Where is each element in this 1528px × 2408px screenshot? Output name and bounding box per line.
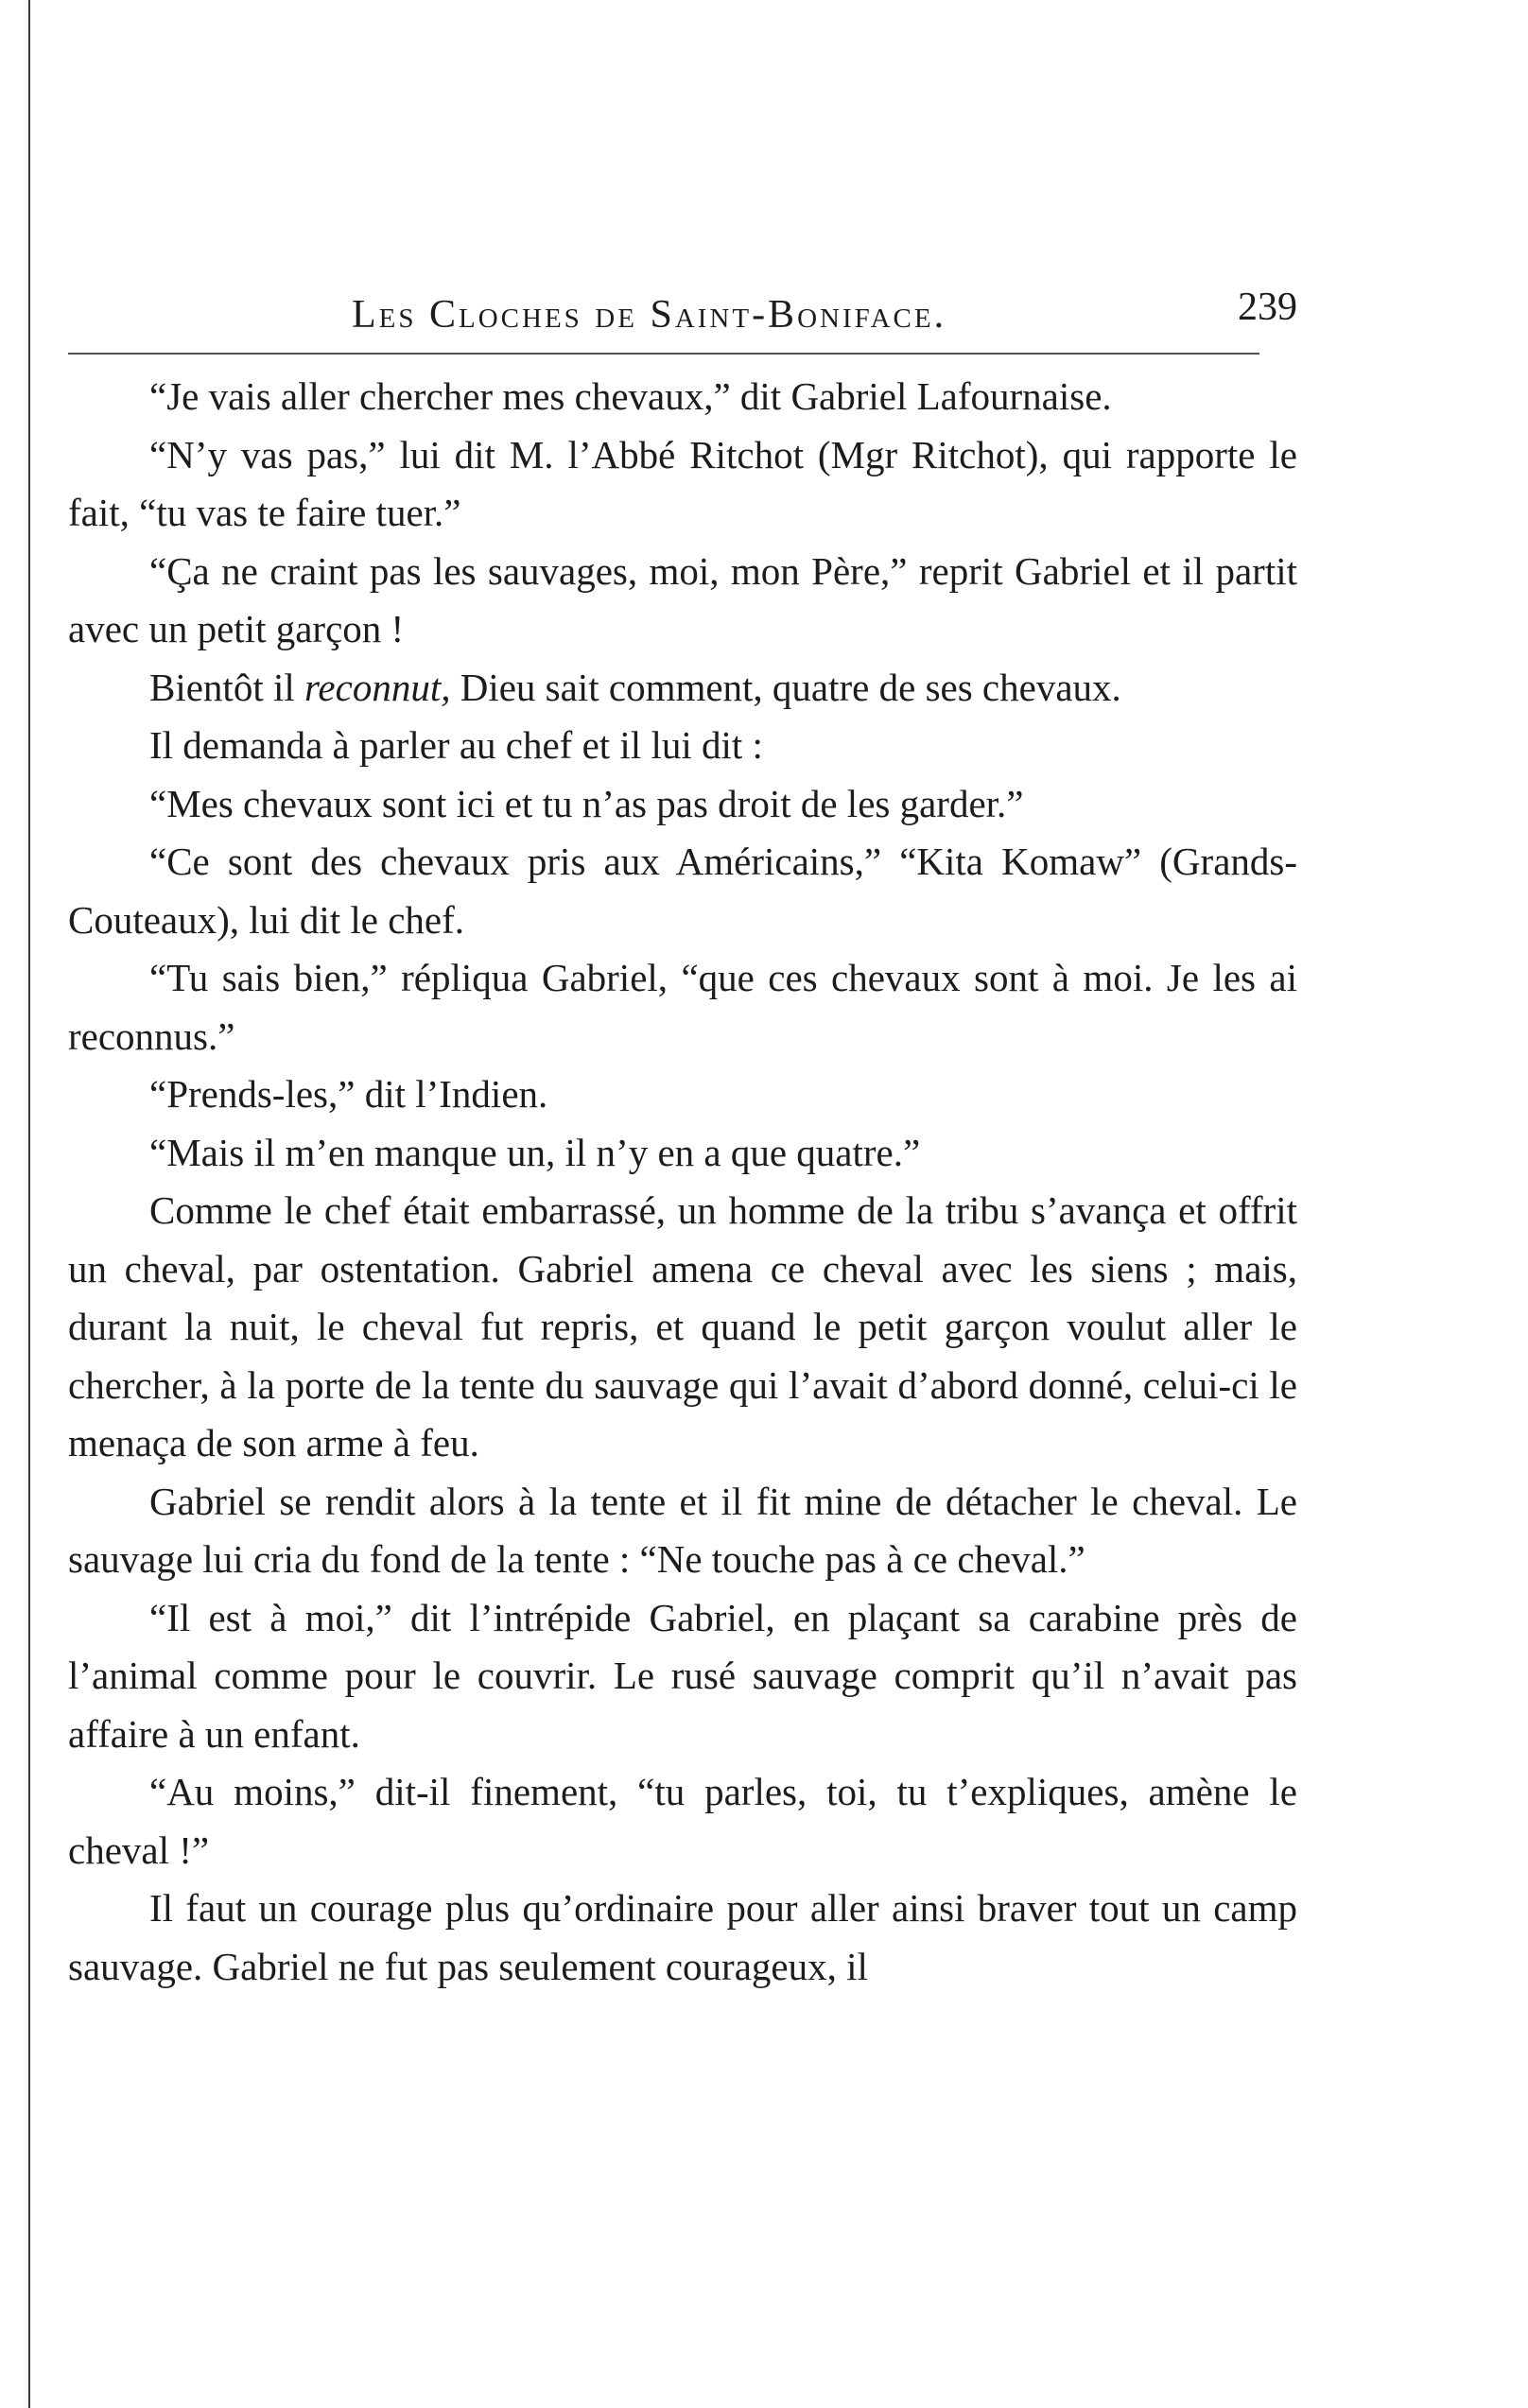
paragraph: “Prends-les,” dit l’Indien. [149, 1072, 548, 1116]
book-page [68, 279, 1297, 1996]
page-binding-edge [28, 0, 30, 2408]
header-rule [68, 353, 1259, 355]
paragraph: “Je vais aller chercher mes chevaux,” dit Gabriel Lafournaise. [149, 374, 1112, 418]
paragraph: “Ce sont des chevaux pris aux Américains,” “Kita Komaw” (Grands-Couteaux), lui dit le chef. [68, 840, 1297, 942]
paragraph: Il faut un courage plus qu’ordinaire pour aller ainsi braver tout un camp sauvage. Gabriel ne fut pas seulement courageux, il [68, 1886, 1297, 1988]
paragraph: “Au moins,” dit-il finement, “tu parles, toi, tu t’expliques, amène le cheval !” [68, 1770, 1297, 1872]
paragraph: “Mes chevaux sont ici et tu n’as pas droit de les garder.” [149, 781, 1024, 825]
paragraph [68, 659, 1297, 718]
paragraph: “Il est à moi,” dit l’intrépide Gabriel, en plaçant sa carabine près de l’animal comme pour le couvrir. Le rusé sauvage comprit qu’il n’avait pas affaire à un enfant. [68, 1595, 1297, 1756]
body-text [68, 368, 1297, 1996]
page-number: 239 [1238, 286, 1297, 329]
paragraph: “Ça ne craint pas les sauvages, moi, mon Père,” reprit Gabriel et il partit avec un petit garçon ! [68, 548, 1297, 650]
paragraph: “N’y vas pas,” lui dit M. l’Abbé Ritchot (Mgr Ritchot), qui rapporte le fait, “tu vas te faire tuer.” [68, 432, 1297, 534]
paragraph-text: Bientôt il [149, 665, 304, 709]
paragraph: “Mais il m’en manque un, il n’y en a que quatre.” [149, 1130, 921, 1174]
italic-word: reconnut, [304, 665, 451, 709]
paragraph: “Tu sais bien,” répliqua Gabriel, “que ces chevaux sont à moi. Je les ai reconnus.” [68, 956, 1297, 1058]
paragraph-text: Dieu sait comment, quatre de ses chevaux. [450, 665, 1121, 709]
running-title: Les Cloches de Saint-Boniface. [352, 293, 947, 337]
paragraph: Gabriel se rendit alors à la tente et il fit mine de détacher le cheval. Le sauvage lui cria du fond de la tente : “Ne touche pas à ce cheval.” [68, 1479, 1297, 1581]
paragraph: Il demanda à parler au chef et il lui dit : [149, 723, 763, 767]
paragraph: Comme le chef était embarrassé, un homme de la tribu s’avança et offrit un cheval, par ostentation. Gabriel amena ce cheval avec les siens ; mais, durant la nuit, le cheval fut repris, et quand le petit garçon voulut aller le chercher, à la porte de la tente du sauvage qui l’avait d’abord donné, celui-ci le menaça de son arme à feu. [68, 1188, 1297, 1464]
running-head [68, 279, 1297, 345]
